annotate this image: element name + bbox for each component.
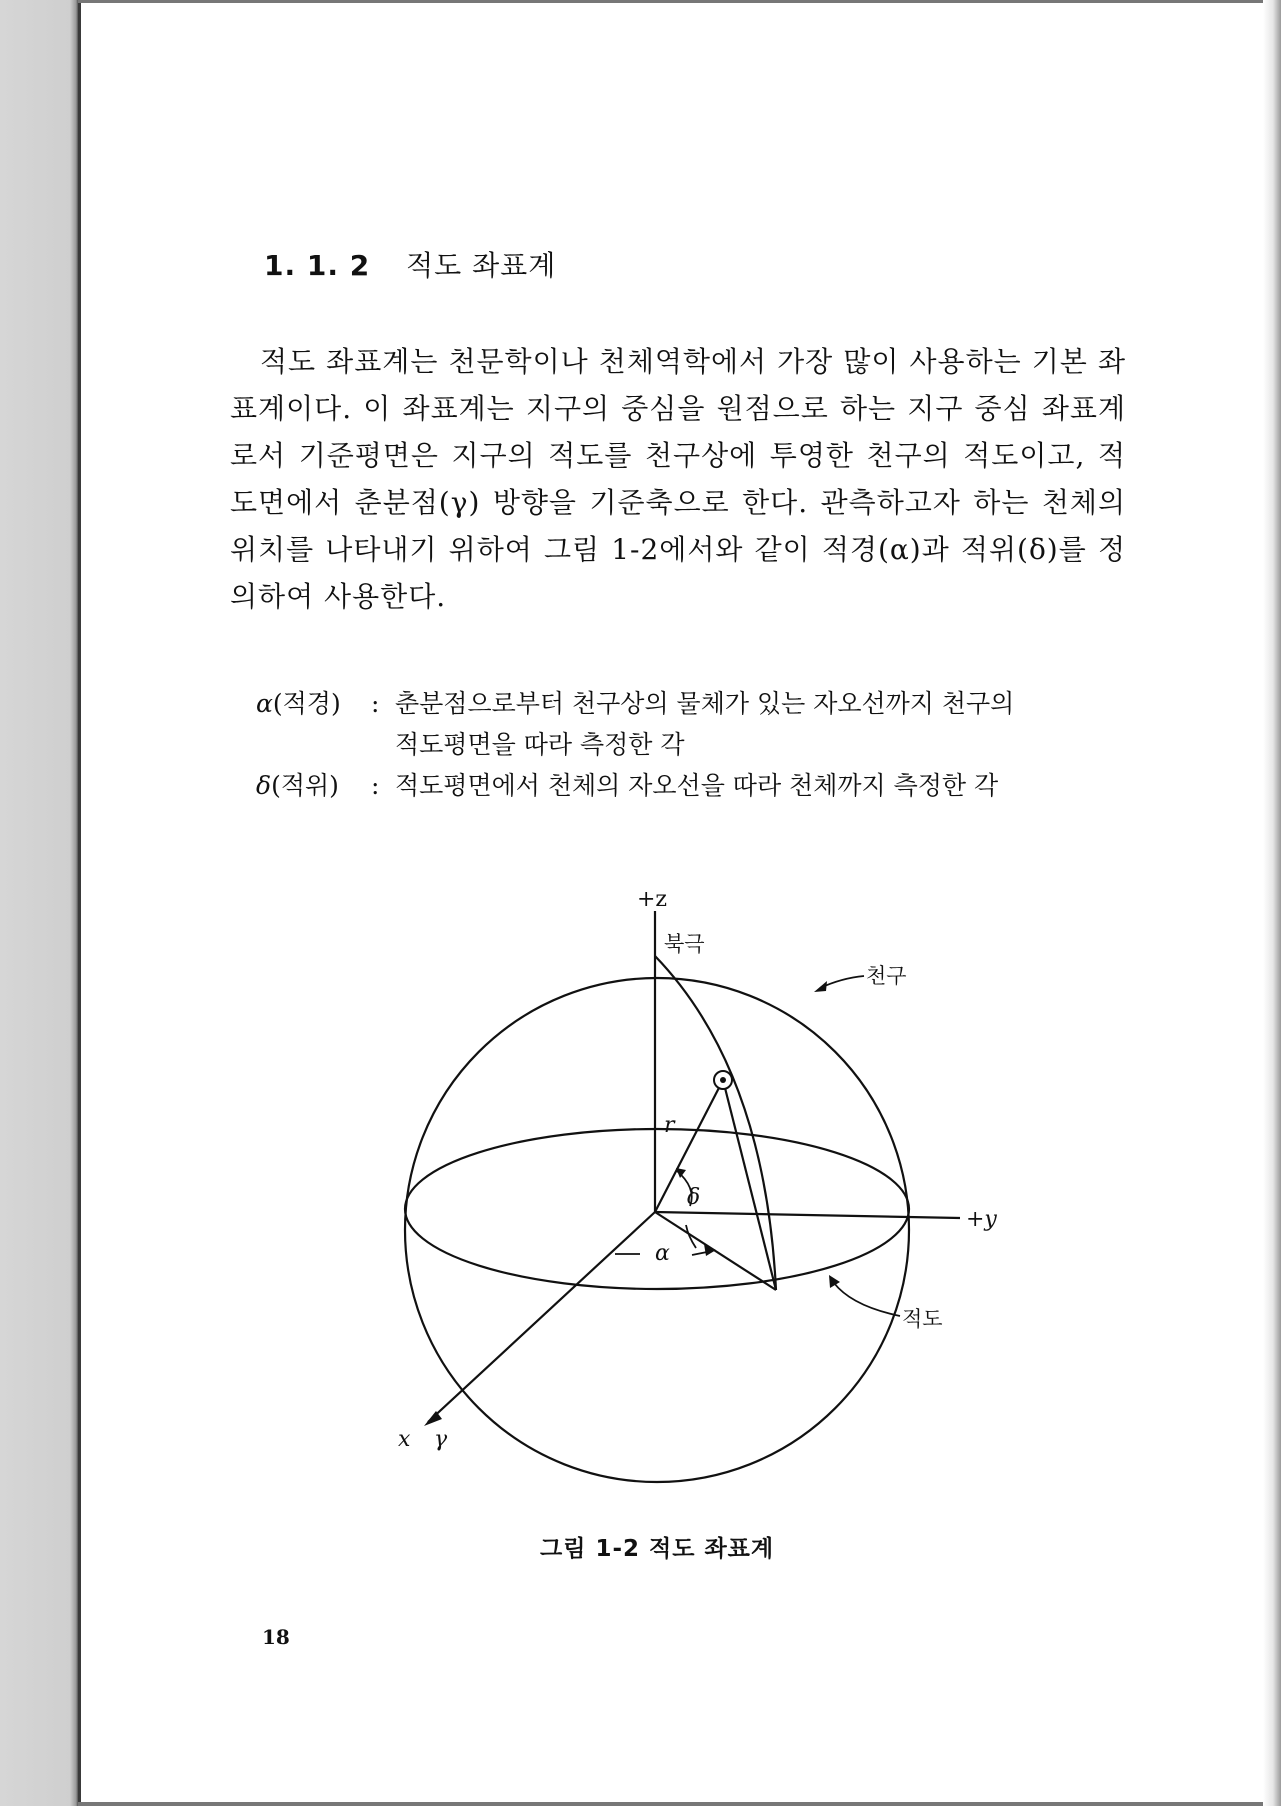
z-axis-label: +z [637,887,668,912]
north-pole-label: 북극 [664,932,705,956]
celestial-sphere-circle [405,978,909,1482]
definition-list [256,683,1136,806]
definition-description [395,683,1136,765]
delta-arrowhead [676,1168,686,1178]
sphere-leader-arrowhead [814,981,827,992]
body-paragraph: 적도 좌표계는 천문학이나 천체역학에서 가장 많이 사용하는 기본 좌표계이다. 이 좌표계는 지구의 중심을 원점으로 하는 지구 중심 좌표계로서 기준평면은 지구의 적도를 천구상에 투영한 천구의 적도이고, 적도면에서 춘분점(γ) 방향을 기준축으로 한다. 관측하고자 하는 천체의 위치를 나타내기 위하여 그림 1-2에서와 같이 적경(α)과 적위(δ)를 정의하여 사용한다. [230,345,1126,613]
definition-symbol: α [256,689,273,718]
y-axis-label: +y [966,1207,997,1232]
definition-term [256,765,371,806]
page-bottom-edge [78,1802,1278,1806]
x-axis-line [428,1212,655,1422]
r-label: r [664,1113,675,1138]
equator-leader-arrowhead [829,1275,840,1288]
star-symbol-dot [720,1077,726,1083]
page-number: 18 [262,1625,290,1649]
gamma-label: γ [434,1427,448,1452]
definition-description-line: 춘분점으로부터 천구상의 물체가 있는 자오선까지 천구의 [395,689,1015,718]
alpha-label: α [655,1241,670,1266]
definition-alpha [256,683,1136,765]
definition-description-line: 적도평면을 따라 측정한 각 [395,730,685,759]
x-axis-arrowhead [424,1411,442,1426]
section-heading [264,244,556,284]
y-axis-line [655,1212,960,1218]
x-axis-label: x [398,1427,411,1452]
definition-term-label: (적위) [271,771,339,800]
definition-term [256,683,371,765]
equator-leader-line [834,1283,900,1316]
definition-colon: : [371,689,380,718]
definition-description-line: 적도평면에서 천체의 자오선을 따라 천체까지 측정한 각 [395,771,999,800]
definition-symbol: δ [256,771,272,800]
figure-caption: 그림 1-2 적도 좌표계 [540,1536,775,1562]
alpha-arrowhead [704,1244,716,1256]
equatorial-projection-line [655,1212,776,1290]
definition-colon: : [371,771,380,800]
delta-label: δ [687,1185,701,1210]
definition-description [395,765,1136,806]
section-title: 적도 좌표계 [406,249,557,282]
section-number: 1. 1. 2 [264,249,371,282]
celestial-sphere-label: 천구 [866,964,907,988]
definition-delta [256,765,1136,806]
definition-term-label: (적경) [272,689,341,718]
page-top-edge [78,0,1278,3]
equatorial-coordinate-figure [0,870,1281,1590]
star-projection-line [723,1080,776,1290]
equator-label: 적도 [902,1307,943,1331]
